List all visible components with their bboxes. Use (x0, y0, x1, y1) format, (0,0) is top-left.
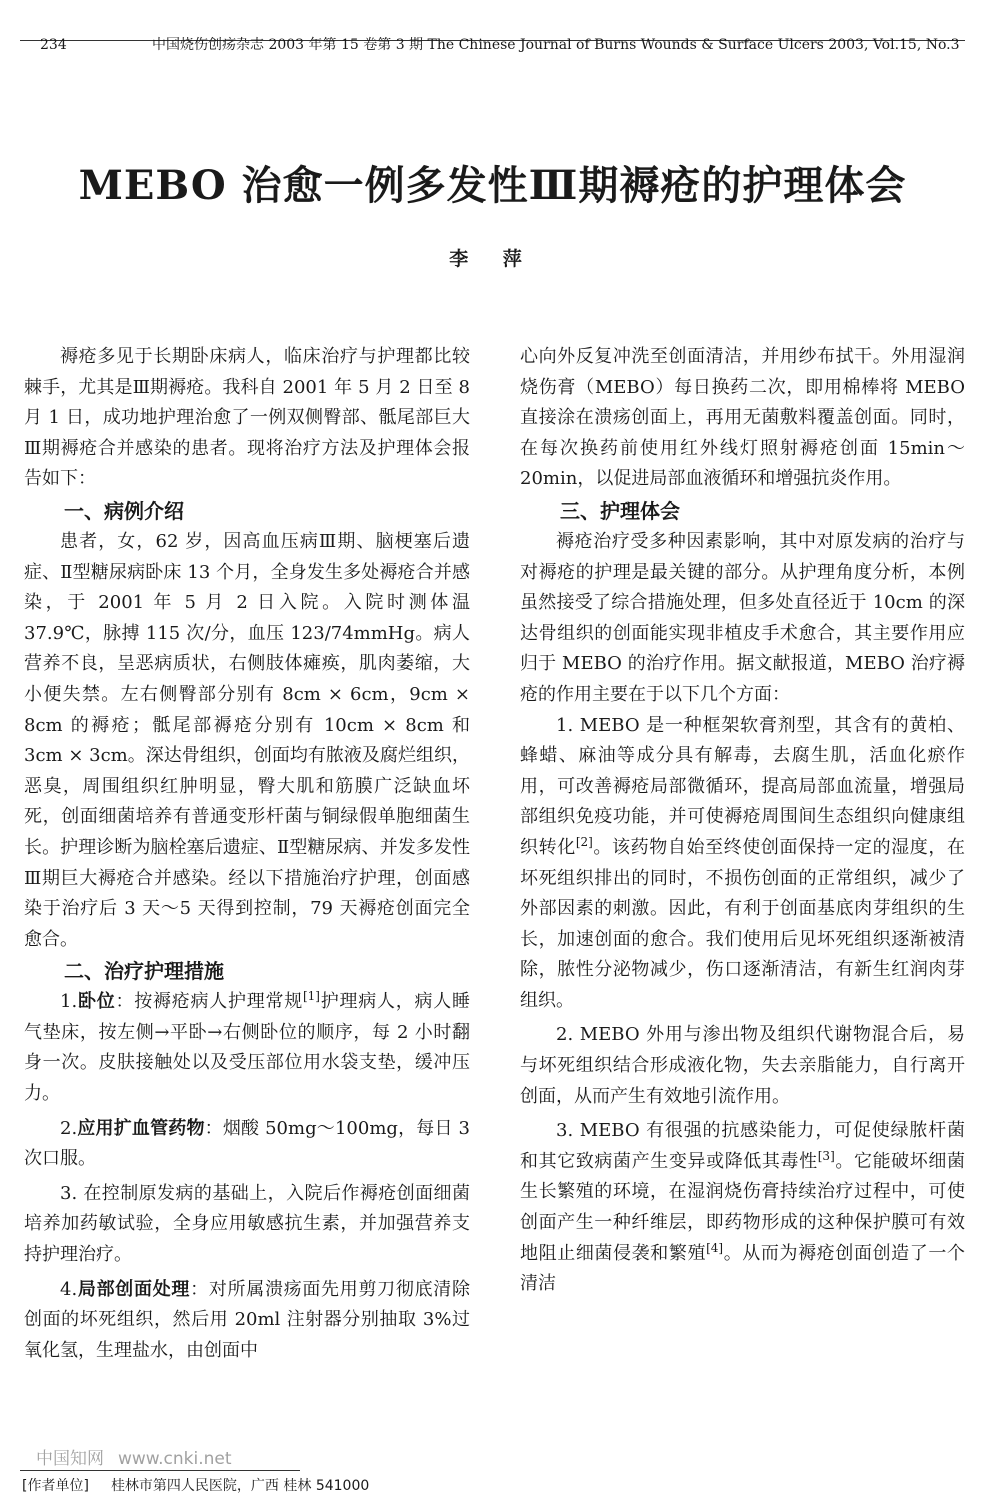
citation-ref: [3] (817, 1148, 835, 1163)
citation-ref: [2] (575, 834, 593, 849)
measure-4-paragraph (24, 1275, 470, 1367)
right-column (520, 342, 965, 1300)
article-author: 李 萍 (449, 248, 536, 270)
point-1-text-a: 1. MEBO 是一种框架软膏剂型，其含有的黄柏、蜂蜡、麻油等成分具有解毒，去腐生肌，活血化瘀作用，可改善褥疮局部微循环，提高局部血流量，增强局部组织免疫功能，并可使褥疮周围间生态组织向健康组织转化 (520, 714, 965, 858)
measure-4-text: ：对所属溃疡面先用剪刀彻底清除创面的坏死组织，然后用 20ml 注射器分别抽取 3%过氧化氢，生理盐水，由创面中 (24, 1278, 470, 1361)
point-1-paragraph (520, 711, 965, 1017)
author-affiliation-footer (22, 1476, 369, 1496)
continuation-paragraph: 心向外反复冲洗至创面清洁，并用纱布拭干。外用湿润烧伤膏（MEBO）每日换药二次，即用棉棒将 MEBO 直接涂在溃疡创面上，再用无菌敷料覆盖创面。同时，在每次换药前使用红外线灯照射褥疮创面 15min～20min，以促进局部血液循环和增强抗炎作用。 (520, 346, 965, 490)
experience-paragraph: 褥疮治疗受多种因素影响，其中对原发病的治疗与对褥疮的护理是最关键的部分。从护理角度分析，本例虽然接受了综合措施处理，但多处直径近于 10cm 的深达骨组织的创面能实现非植皮手术愈合，其主要作用应归于 MEBO 的治疗作用。据文献报道，MEBO 治疗褥疮的作用主要在于以下几个方面： (520, 530, 965, 705)
article-title: MEBO 治愈一例多发性Ⅲ期褥疮的护理体会 (78, 162, 907, 209)
measure-1-text-b: 护理病人，病人睡气垫床，按左侧→平卧→右侧卧位的顺序，每 2 小时翻身一次。皮肤接触处以及受压部位用水袋支垫，缓冲压力。 (24, 991, 471, 1105)
point-3-text-b: 。它能破坏细菌生长繁殖的环境，在湿润烧伤膏持续治疗过程中，可使创面产生一种纤维层，即药物形成的这种保护膜可有效地阻止细菌侵袭和繁殖 (520, 1150, 966, 1264)
left-column (24, 342, 470, 1366)
footer-divider (20, 1470, 300, 1471)
measure-2-number: 2. (60, 1117, 78, 1139)
cnki-watermark (36, 1444, 232, 1469)
measure-1-text-a: ：按褥疮病人护理常规 (115, 991, 303, 1013)
measure-4-heading: 局部创面处理 (77, 1278, 191, 1300)
measure-1-heading: 卧位 (77, 991, 116, 1013)
measure-3-paragraph: 3. 在控制原发病的基础上，入院后作褥疮创面细菌培养加药敏试验，全身应用敏感抗生素，并加强营养支持护理治疗。 (24, 1182, 470, 1266)
citation-ref: [1] (302, 989, 320, 1004)
measure-2-text: ：烟酸 50mg～100mg，每日 3 次口服。 (24, 1117, 471, 1170)
point-3-text-c: 。从而为褥疮创面创造了一个清洁 (520, 1242, 966, 1295)
point-1-text-b: 。该药物自始至终使创面保持一定的湿度，在坏死组织排出的同时，不损伤创面的正常组织，减少了外部因素的刺激。因此，有利于创面基底肉芽组织的生长，加速创面的愈合。我们使用后见坏死组织逐渐被清除，脓性分泌物减少，伤口逐渐清洁，有新生红润肉芽组织。 (520, 836, 965, 1011)
watermark-text: 中国知网 (36, 1449, 104, 1469)
affiliation-label: [作者单位] (22, 1478, 89, 1494)
watermark-url: www.cnki.net (118, 1449, 232, 1469)
measure-1-paragraph (24, 987, 470, 1109)
page-number: 234 (40, 37, 67, 53)
citation-ref: [4] (706, 1240, 724, 1255)
point-2-paragraph: 2. MEBO 外用与渗出物及组织代谢物混合后，易与坏死组织结合形成液化物，失去亲脂能力，自行离开创面，从而产生有效地引流作用。 (520, 1024, 965, 1107)
section-heading-experience: 三、护理体会 (560, 498, 680, 523)
running-head (20, 36, 965, 53)
point-3-text-a: 3. MEBO 有很强的抗感染能力，可促使绿脓杆菌和其它致病菌产生变异或降低其毒性 (520, 1120, 965, 1172)
case-paragraph: 患者，女，62 岁，因高血压病Ⅲ期、脑梗塞后遗症、Ⅱ型糖尿病卧床 13 个月，全身发生多处褥疮合并感染，于 2001 年 5 月 2 日入院。入院时测体温 37.9℃，脉搏 115 次/分，血压 123/74mmHg。病人营养不良，呈恶病质状，右侧肢体瘫痪，肌肉萎缩，大小便失禁。左右侧臀部分别有 8cm × 6cm，9cm × 8cm 的褥疮；骶尾部褥疮分别有 10cm × 8cm 和 3cm × 3cm。深达骨组织，创面均有脓液及腐烂组织，恶臭，周围组织红肿明显，臀大肌和筋膜广泛缺血坏死，创面细菌培养有普通变形杆菌与铜绿假单胞细菌生长。护理诊断为脑栓塞后遗症、Ⅱ型糖尿病、并发多发性Ⅲ期巨大褥疮合并感染。经以下措施治疗护理，创面感染于治疗后 3 天～5 天得到控制，79 天褥疮创面完全愈合。 (24, 530, 470, 950)
affiliation-text: 桂林市第四人民医院，广西 桂林 541000 (110, 1478, 370, 1494)
section-heading-case: 一、病例介绍 (64, 498, 184, 523)
section-heading-measures: 二、治疗护理措施 (64, 959, 224, 984)
intro-paragraph: 褥疮多见于长期卧床病人，临床治疗与护理都比较棘手，尤其是Ⅲ期褥疮。我科自 2001 年 5 月 2 日至 8 月 1 日，成功地护理治愈了一例双侧臀部、骶尾部巨大Ⅲ期褥疮合并感染的患者。现将治疗方法及护理体会报告如下： (24, 346, 470, 490)
measure-1-number: 1. (60, 991, 78, 1013)
journal-citation: 中国烧伤创疡杂志 2003 年第 15 卷第 3 期 The Chinese Journal of Burns Wounds & Surface Ulcers 2003, Vol.15, No.3 (152, 37, 960, 53)
point-3-paragraph (520, 1116, 965, 1300)
measure-4-number: 4. (60, 1278, 78, 1300)
measure-2-paragraph (24, 1114, 470, 1175)
measure-2-heading: 应用扩血管药物 (77, 1117, 205, 1139)
